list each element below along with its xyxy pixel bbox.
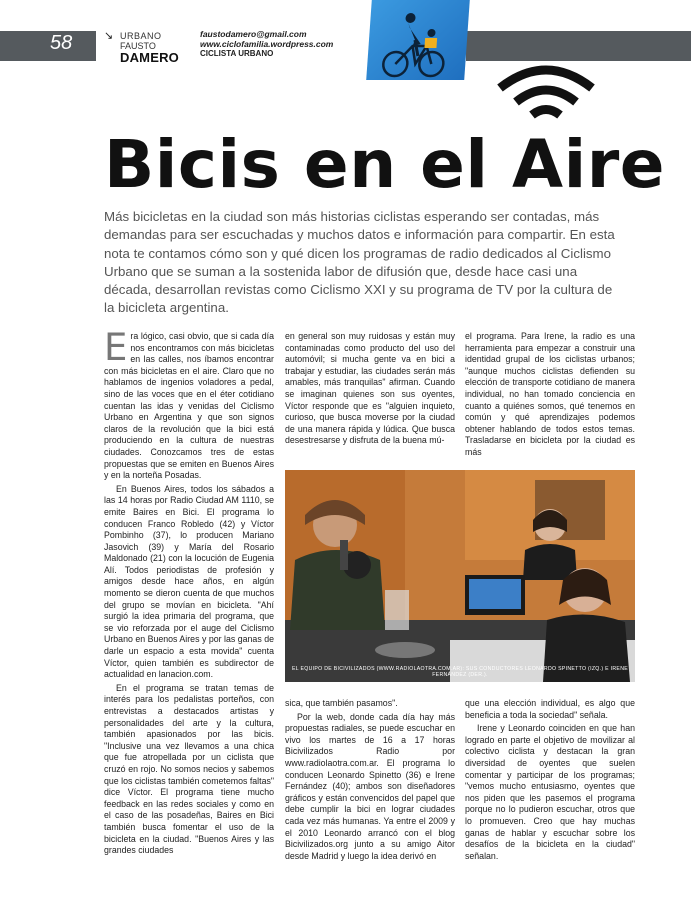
section-label: URBANO <box>120 31 162 41</box>
article-column-3-continued <box>465 698 635 864</box>
article-lead: Más bicicletas en la ciudad son más historias ciclistas esperando ser contadas, más demandas para ser escuchadas y muchos datos e información para compartir. En esta nota te contamos cómo son y qué dicen los programas de radio dedicados al Ciclismo Urbano que se suman a la sostenida labor de difusión que, desde hace casi una década, desarrollan revistas como Ciclismo XXI y su programa de TV por la cultura de la bicicleta argentina. <box>104 209 615 316</box>
paragraph: en general son muy ruidosas y están muy contaminadas como producto del uso del automóvil; si mucha gente va en bici a trabajar y estudiar, las ciudades serán más amables, más tranquilas" afirman. Cuando se imaginan quienes son sus oyentes, Víctor responde que es "alguien inquieto, curioso, que busca moverse por la ciudad de una manera rápida y lúdica. Que busca desestresarse y disfruta de la buena mú- <box>285 331 455 446</box>
author-first-name: FAUSTO <box>120 41 156 51</box>
author-email[interactable]: faustodamero@gmail.com <box>200 29 307 39</box>
drop-cap: E <box>104 326 128 369</box>
author-last-name: DAMERO <box>120 50 179 65</box>
header-bar-left <box>0 31 96 61</box>
article-title: Bicis en el Aire <box>104 126 666 203</box>
wifi-signal-icon <box>496 62 596 126</box>
header-bar-right <box>466 31 691 61</box>
header-cyclist-image <box>366 0 470 80</box>
article-column-3 <box>465 331 635 461</box>
paragraph: que una elección individual, es algo que beneficia a toda la sociedad" señala. <box>465 698 635 720</box>
paragraph: En Buenos Aires, todos los sábados a las 14 horas por Radio Ciudad AM 1110, se emite Baires en Bici. El programa lo conducen Franco Robledo (42) y Víctor Pombinho (37), lo producen Mariano Jasovich (39) y María del Rosario Maldonado (21) con la locución de Eugenia Alí. Todos periodistas de profesión y amigos desde hace años, en algún momento se dieron cuenta de que muchos del grupo se movían en bicicleta. "Ahí surgió la idea primaria del programa, que se vio reforzada por el auge del Ciclismo Urbano en Buenos Aires y por las ganas de darle un espacio a esta movida" cuenta Víctor, quien también es subdirector de actualidad en lanacion.com. <box>104 483 274 680</box>
author-website[interactable]: www.ciclofamilia.wordpress.com <box>200 38 334 49</box>
article-column-2 <box>285 331 455 449</box>
page-number: 58 <box>50 32 73 54</box>
paragraph-text: ra lógico, casi obvio, que si cada día nos encontramos con más bicicletas en las calles, nos íbamos encontrar con más bicicletas en el aire. Claro que no hablamos de ingenios voladores a pedal, sino de las voces que en el éter cotidiano cuentan las idas y venidas del Ciclismo Urbano en Argentina y que son signos claros de la revolución que la bici está produciendo en la cultura de nuestras ciudades. Conozcamos tres de estas propuestas que se emiten en Buenos Aires y en la norteña Posadas. <box>104 331 274 481</box>
paragraph <box>104 326 274 482</box>
arrow-icon: ↘ <box>104 30 114 42</box>
paragraph: sica, que también pasamos". <box>285 698 398 708</box>
author-contact <box>200 30 333 59</box>
paragraph: el programa. Para Irene, la radio es una herramienta para empezar a construir una identidad grupal de los ciclistas urbanos; "aunque muchos ciclistas defienden su elección de transporte cotidiano de manera individual, no han tomado conciencia en cuanto a quiénes somos, qué tenemos en común y qué aprendizajes podemos obtener hablando de todos estos temas. Trasladarse en bicicleta por la ciudad es más <box>465 331 635 457</box>
cyclist-silhouette-icon <box>366 0 470 80</box>
paragraph: En el programa se tratan temas de interés para los pedalistas porteños, con entrevistas a destacados artistas y personalidades del arte y la cultura, también apasionados por las bicis. "Inclusive una vez llevamos a una chica que fue atropellada por un ciclista que cruzó en rojo. No somos necios y sabemos que los ciclistas también cometemos faltas" dice Víctor. El programa tiene mucho feedback en las redes sociales y como en el caso de las posadeñas, Baires en Bici también busca fomentar el uso de la bicicleta en la ciudad. "Buenos Aires y las grandes ciudades <box>104 682 274 856</box>
studio-photo-illustration <box>285 470 635 682</box>
radio-team-photo <box>285 470 635 682</box>
article-column-2-continued <box>285 698 455 864</box>
author-role: CICLISTA URBANO <box>200 49 274 58</box>
paragraph: Por la web, donde cada día hay más propuestas radiales, se puede escuchar en vivo los martes de 16 a 17 horas Bicivilizados Radio por www.radiolaotra.com.ar. El programa lo conducen Leonardo Spinetto (36) e Irene Fernández (40); ambos son diseñadores gráficos y están convencidos del papel que debe cumplir la bici en lograr ciudades cada vez más humanas. Ya entre el 2009 y el 2010 Leonardo arrancó con el blog Bicivilizados.org junto a su amigo Aitor desde Madrid y luego la idea derivó en <box>285 711 455 861</box>
paragraph: Irene y Leonardo coinciden en que han logrado en parte el objetivo de movilizar al colectivo ciclista y destacan la gran diversidad de oyentes que suelen comentar y participar de los programas; "vemos mucho entusiasmo, oyentes que nos piden que les pasemos el programa porque no lo pudieron escuchar, otros que lo promueven. Creo que hay muchas ganas de hablar y escuchar sobre los desafíos de la bicicleta en la ciudad" señalan. <box>465 723 635 861</box>
article-column-1 <box>104 326 274 859</box>
photo-caption: EL EQUIPO DE BICIVILIZADOS (WWW.RADIOLAOTRA.COM.AR): SUS CONDUCTORES LEONARDO SPINETTO (IZQ.) E IRENE FERNÁNDEZ (DER.). <box>291 666 628 678</box>
